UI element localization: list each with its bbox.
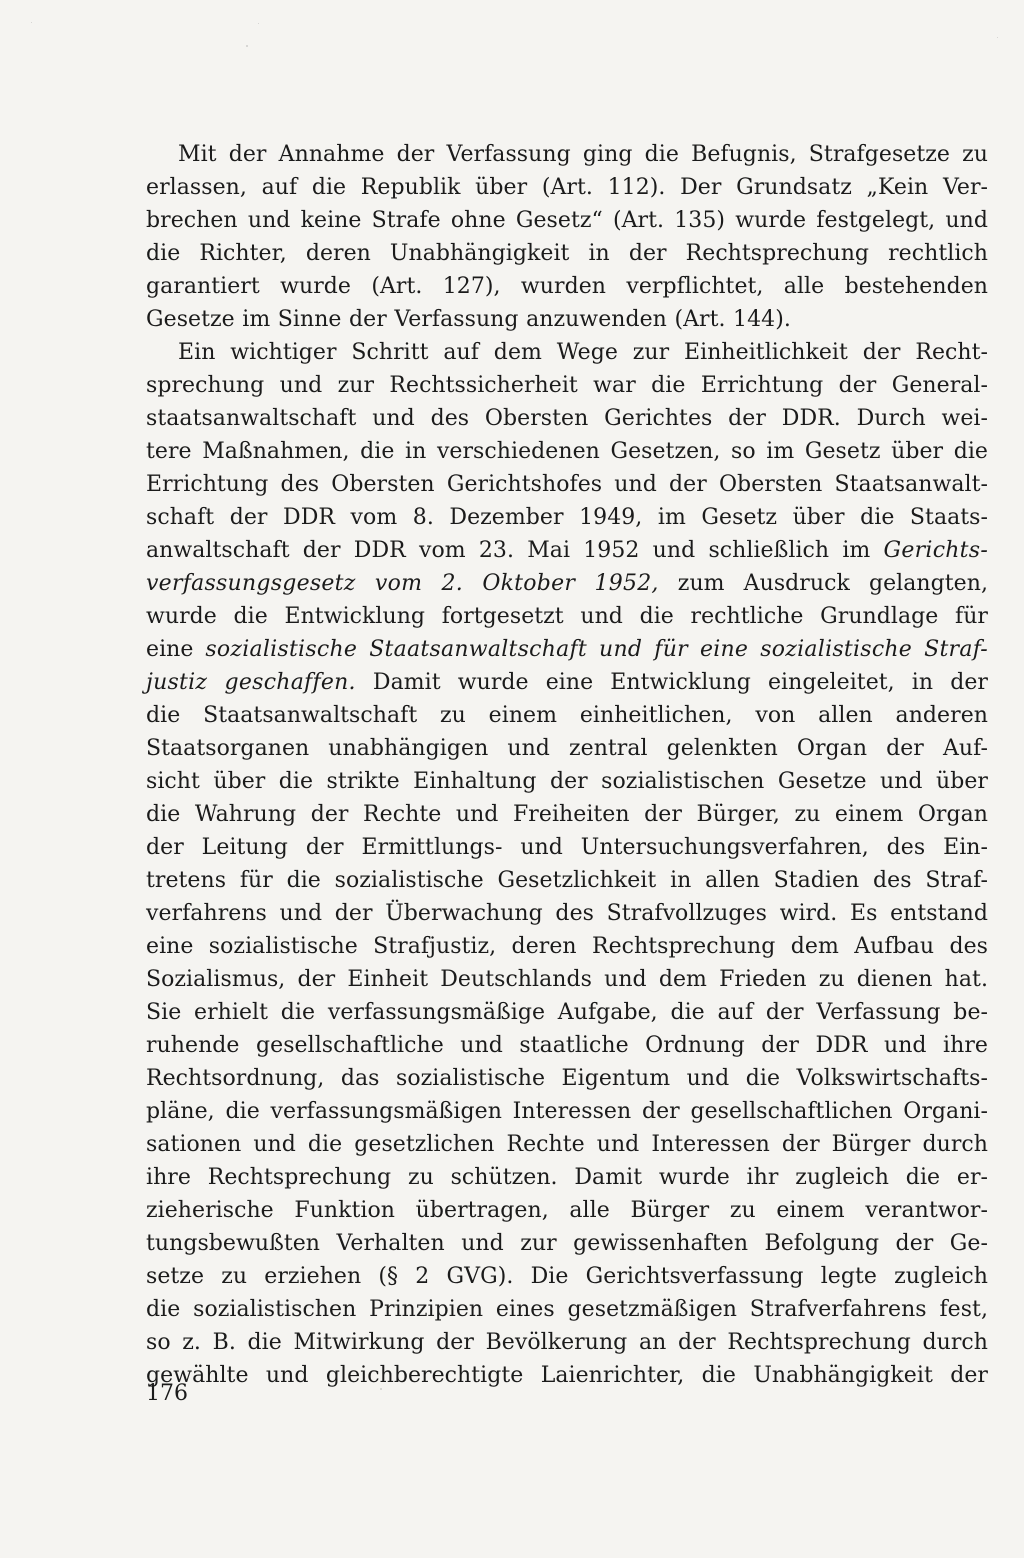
text-line: Gesetze im Sinne der Verfassung anzuwenden (Art. 144). xyxy=(146,307,791,332)
paragraph-1 xyxy=(146,138,988,336)
text-fragment: zum Ausdruck gelangten, xyxy=(658,571,988,596)
text-line: erlassen, auf die Republik über (Art. 112). Der Grundsatz „Kein Ver- xyxy=(146,175,988,200)
text-fragment: eine xyxy=(146,637,206,662)
page-number: 176 xyxy=(146,1381,188,1406)
text-line-mixed xyxy=(146,633,988,666)
italic-text: sozialistische Staatsanwaltschaft und für eine sozialistische Straf- xyxy=(205,637,988,662)
text-line: die Staatsanwaltschaft zu einem einheitlichen, von allen anderen xyxy=(146,703,988,728)
text-line: wurde die Entwicklung fortgesetzt und die rechtliche Grundlage für xyxy=(146,604,988,629)
text-line: tere Maßnahmen, die in verschiedenen Gesetzen, so im Gesetz über die xyxy=(146,439,988,464)
text-line: setze zu erziehen (§ 2 GVG). Die Gerichtsverfassung legte zugleich xyxy=(146,1264,988,1289)
text-line: die Wahrung der Rechte und Freiheiten der Bürger, zu einem Organ xyxy=(146,802,988,827)
paper-speck xyxy=(258,23,259,24)
text-line: die sozialistischen Prinzipien eines gesetzmäßigen Strafverfahrens fest, xyxy=(146,1297,988,1322)
text-line: ruhende gesellschaftliche und staatliche Ordnung der DDR und ihre xyxy=(146,1033,988,1058)
paragraph-2 xyxy=(146,336,988,1392)
text-line: gewählte und gleichberechtigte Laienrichter, die Unabhängigkeit der xyxy=(146,1363,988,1388)
italic-text: Gerichts- xyxy=(883,538,988,563)
text-line-mixed xyxy=(146,666,988,699)
text-line: tungsbewußten Verhalten und zur gewissenhaften Befolgung der Ge- xyxy=(146,1231,988,1256)
italic-text: verfassungsgesetz vom 2. Oktober 1952, xyxy=(146,571,659,596)
text-line-mixed xyxy=(146,534,988,567)
text-line: garantiert wurde (Art. 127), wurden verpflichtet, alle bestehenden xyxy=(146,274,988,299)
paper-speck xyxy=(31,22,32,23)
text-line: verfahrens und der Überwachung des Strafvollzuges wird. Es entstand xyxy=(146,901,988,926)
text-line: Ein wichtiger Schritt auf dem Wege zur Einheitlichkeit der Recht- xyxy=(178,340,988,365)
italic-text: justiz geschaffen. xyxy=(146,670,356,695)
text-line: Sozialismus, der Einheit Deutschlands und dem Frieden zu dienen hat. xyxy=(146,967,988,992)
text-line: pläne, die verfassungsmäßigen Interessen der gesellschaftlichen Organi- xyxy=(146,1099,988,1124)
text-line-mixed xyxy=(146,567,988,600)
text-fragment: anwaltschaft der DDR vom 23. Mai 1952 und schließlich im xyxy=(146,538,884,563)
text-line: ihre Rechtsprechung zu schützen. Damit wurde ihr zugleich die er- xyxy=(146,1165,988,1190)
text-line: zieherische Funktion übertragen, alle Bürger zu einem verantwor- xyxy=(146,1198,988,1223)
text-line: so z. B. die Mitwirkung der Bevölkerung an der Rechtsprechung durch xyxy=(146,1330,988,1355)
text-fragment: Damit wurde eine Entwicklung eingeleitet, in der xyxy=(355,670,988,695)
text-line: die Richter, deren Unabhängigkeit in der Rechtsprechung rechtlich xyxy=(146,241,988,266)
text-line: Mit der Annahme der Verfassung ging die Befugnis, Strafgesetze zu xyxy=(178,142,988,167)
text-line: sationen und die gesetzlichen Rechte und Interessen der Bürger durch xyxy=(146,1132,988,1157)
text-line: brechen und keine Strafe ohne Gesetz“ (Art. 135) wurde festgelegt, und xyxy=(146,208,988,233)
text-line: der Leitung der Ermittlungs- und Untersuchungsverfahren, des Ein- xyxy=(146,835,988,860)
text-line: tretens für die sozialistische Gesetzlichkeit in allen Stadien des Straf- xyxy=(146,868,988,893)
text-line: sicht über die strikte Einhaltung der sozialistischen Gesetze und über xyxy=(146,769,988,794)
text-line: Rechtsordnung, das sozialistische Eigentum und die Volkswirtschafts- xyxy=(146,1066,988,1091)
text-line: Errichtung des Obersten Gerichtshofes und der Obersten Staatsanwalt- xyxy=(146,472,988,497)
paper-speck xyxy=(246,45,248,47)
paper-speck xyxy=(997,37,998,38)
text-line: Sie erhielt die verfassungsmäßige Aufgabe, die auf der Verfassung be- xyxy=(146,1000,988,1025)
text-line: staatsanwaltschaft und des Obersten Gerichtes der DDR. Durch wei- xyxy=(146,406,988,431)
text-line: eine sozialistische Strafjustiz, deren Rechtsprechung dem Aufbau des xyxy=(146,934,988,959)
body-text xyxy=(146,138,988,1392)
text-line: schaft der DDR vom 8. Dezember 1949, im Gesetz über die Staats- xyxy=(146,505,988,530)
text-line: sprechung und zur Rechtssicherheit war die Errichtung der General- xyxy=(146,373,988,398)
text-line: Staatsorganen unabhängigen und zentral gelenkten Organ der Auf- xyxy=(146,736,988,761)
